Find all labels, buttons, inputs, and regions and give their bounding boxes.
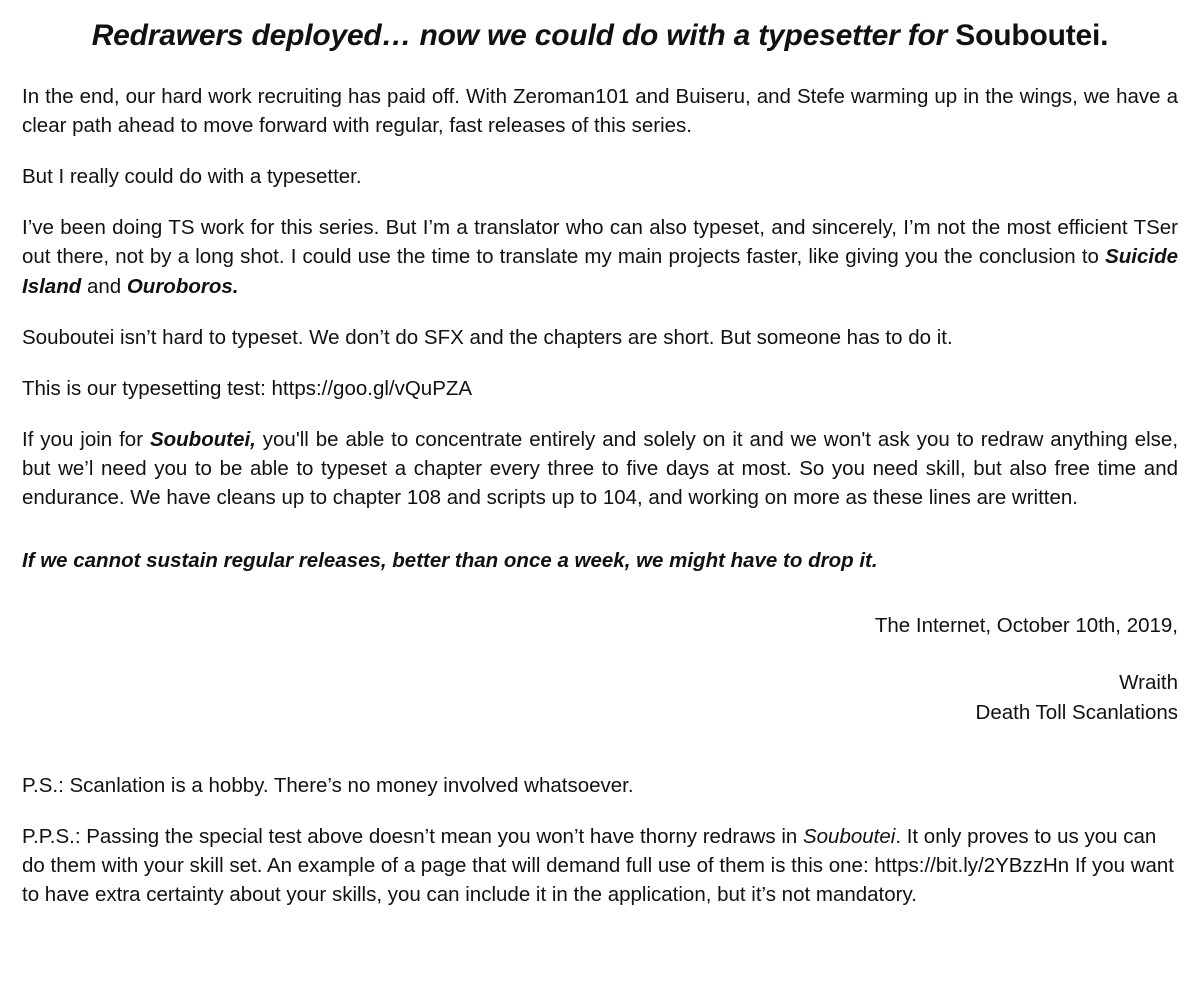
signature-date: The Internet, October 10th, 2019, (874, 614, 1178, 638)
project-suicide-island: Suicide Island (22, 245, 1178, 298)
signature-gap (22, 640, 1178, 668)
paragraph-ts-work-conjunction: and (81, 274, 127, 298)
document-body (22, 82, 1178, 909)
postscript-ps: P.S.: Scanlation is a hobby. There’s no money involved whatsoever. (22, 773, 634, 797)
signature-name: Wraith (1119, 671, 1178, 695)
project-ouroboros: Ouroboros. (126, 274, 239, 298)
page-title-plain-part: Souboutei. (955, 19, 1109, 52)
paragraph-test-link: This is our typesetting test: https://goo.gl/vQuPZA (22, 376, 473, 400)
signature-group: Death Toll Scanlations (975, 700, 1178, 724)
postscript-pps-title: Souboutei (802, 824, 896, 848)
postscript-pps-pre: P.P.S.: Passing the special test above doesn’t mean you won’t have thorny redraws in (22, 824, 803, 848)
project-souboutei: Souboutei, (149, 427, 256, 451)
paragraph-ts-work (22, 213, 1178, 300)
page-title (22, 18, 1178, 54)
paragraph-difficulty: Souboutei isn’t hard to typeset. We don’t do SFX and the chapters are short. But someone has to do it. (22, 325, 953, 349)
paragraph-ts-work-text: I’ve been doing TS work for this series. But I’m a translator who can also typeset, and sincerely, I’m not the most efficient TSer out there, not by a long shot. I could use the time to translate my main projects faster, like giving you the conclusion to (22, 216, 1178, 269)
paragraph-typesetter-need: But I really could do with a typesetter. (22, 165, 362, 189)
join-conditions-post: you'll be able to concentrate entirely and solely on it and we won't ask you to redraw anything else, but we’l need you to be able to typeset a chapter every three to five days at most. So you need skill, but also free time and endurance. We have cleans up to chapter 108 and scripts up to 104, and working on more as these lines are written. (22, 427, 1179, 510)
paragraph-join-conditions (22, 425, 1178, 512)
postscript-pps (22, 822, 1178, 909)
postscript-block (22, 771, 1178, 909)
join-conditions-pre: If you join for (22, 427, 150, 451)
emphasis-warning: If we cannot sustain regular releases, better than once a week, we might have to drop it. (22, 549, 878, 573)
signature-block (22, 611, 1178, 726)
page-title-italic-part: Redrawers deployed… now we could do with a typesetter for (91, 19, 956, 52)
paragraph-intro: In the end, our hard work recruiting has paid off. With Zeroman101 and Buiseru, and Stefe warming up in the wings, we have a clear path ahead to move forward with regular, fast releases of this series. (22, 85, 1178, 138)
postscript-pps-post: . It only proves to us you can do them with your skill set. An example of a page that will demand full use of them is this one: https://bit.ly/2YBzzHn If you want to have extra certainty about your skills, you can include it in the application, but it’s not mandatory. (22, 824, 1174, 906)
